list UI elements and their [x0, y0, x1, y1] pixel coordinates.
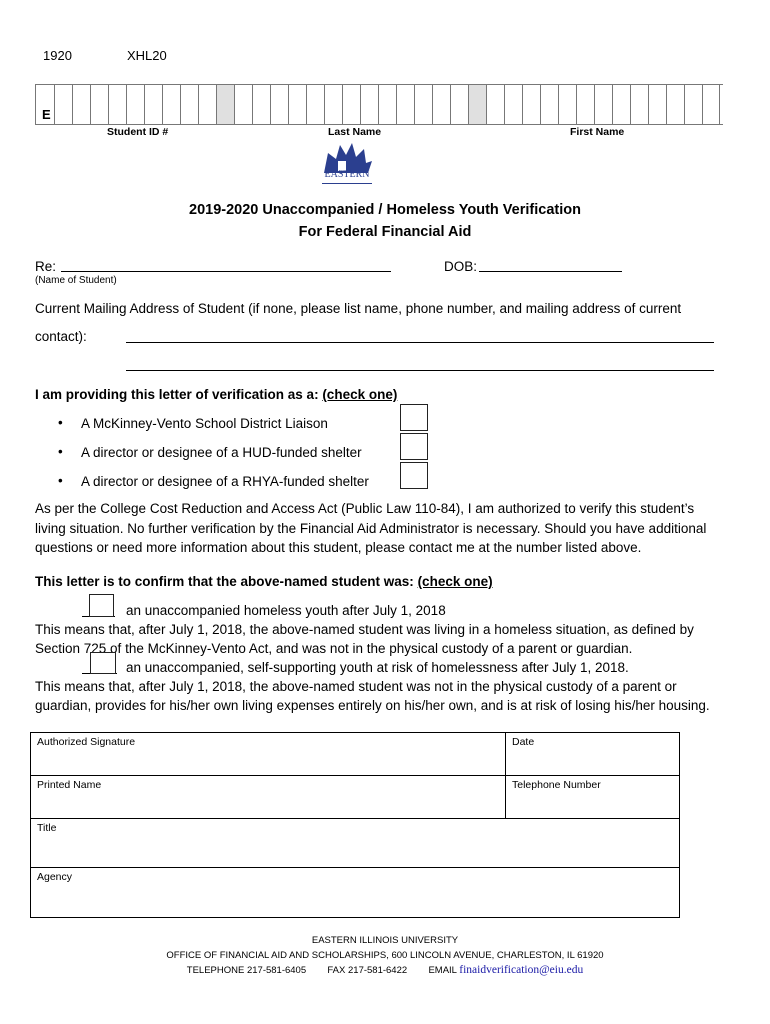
at-risk-explanation-2: guardian, provides for his/her own living expenses entirely on his/her own, and is at risk of losing his/her housing.: [35, 698, 710, 713]
option-homeless-youth: an unaccompanied homeless youth after July 1, 2018: [126, 603, 446, 618]
logo-rule: [322, 183, 372, 184]
form-code-right: XHL20: [127, 48, 167, 63]
id-grid-cell[interactable]: [594, 85, 612, 124]
last-name-label: Last Name: [328, 126, 382, 138]
id-grid-cell[interactable]: [270, 85, 288, 124]
option-rhya-label: A director or designee of a RHYA-funded shelter: [81, 474, 369, 489]
bullet-dot: •: [58, 473, 63, 488]
footer-university: EASTERN ILLINOIS UNIVERSITY: [311, 935, 459, 946]
student-name-field[interactable]: [61, 271, 391, 272]
footer-fax: FAX 217-581-6422: [327, 965, 408, 976]
id-grid-cell[interactable]: [540, 85, 558, 124]
checkbox-hud[interactable]: [400, 433, 428, 460]
checkbox-liaison[interactable]: [400, 404, 428, 431]
id-grid-cell[interactable]: [396, 85, 414, 124]
homeless-explanation-2: Section 725 of the McKinney-Vento Act, and was not in the physical custody of a parent or guardian.: [35, 641, 633, 656]
id-grid-cell[interactable]: [630, 85, 648, 124]
telephone-cell[interactable]: [506, 776, 679, 819]
authorized-signature-label: Authorized Signature: [37, 736, 136, 748]
id-grid-cell[interactable]: [558, 85, 576, 124]
option-hud-label: A director or designee of a HUD-funded shelter: [81, 445, 362, 460]
signature-table: [30, 732, 680, 918]
title-cell[interactable]: [31, 819, 679, 868]
at-risk-explanation-1: This means that, after July 1, 2018, the above-named student was not in the physical custody of a parent or: [35, 679, 677, 694]
homeless-explanation-1: This means that, after July 1, 2018, the above-named student was living in a homeless situation, as defined by: [35, 622, 694, 637]
printed-name-cell[interactable]: [31, 776, 506, 819]
agency-cell[interactable]: [31, 868, 679, 917]
authorization-line-3: questions or need more information about this student, please contact me at the number listed above.: [35, 540, 642, 555]
re-label: Re:: [35, 259, 57, 274]
footer-telephone: TELEPHONE 217-581-6405: [186, 965, 307, 976]
telephone-label: Telephone Number: [512, 779, 601, 791]
address-instruction: Current Mailing Address of Student (if none, please list name, phone number, and mailing address of current: [35, 301, 682, 316]
id-grid-cell[interactable]: [702, 85, 720, 124]
footer-address: OFFICE OF FINANCIAL AID AND SCHOLARSHIPS, 600 LINCOLN AVENUE, CHARLESTON, IL 61920: [166, 950, 604, 961]
id-grid-cell[interactable]: [90, 85, 108, 124]
id-grid-cell[interactable]: [216, 85, 234, 124]
form-code-left: 1920: [43, 48, 72, 63]
id-grid-cell[interactable]: [486, 85, 504, 124]
footer-contact: [0, 964, 770, 976]
id-grid-cell[interactable]: [576, 85, 594, 124]
id-grid-cell[interactable]: [54, 85, 72, 124]
name-caption: (Name of Student): [35, 275, 117, 286]
id-grid-cell[interactable]: [126, 85, 144, 124]
option-liaison-label: A McKinney-Vento School District Liaison: [81, 416, 328, 431]
id-grid-cell[interactable]: [504, 85, 522, 124]
id-grid-cell[interactable]: [612, 85, 630, 124]
logo-text: EASTERN: [324, 169, 370, 180]
confirm-heading: [35, 572, 493, 592]
address-line-2[interactable]: [126, 370, 714, 371]
student-id-label: Student ID #: [107, 126, 169, 138]
id-grid-cell[interactable]: [198, 85, 216, 124]
id-grid-cell[interactable]: [360, 85, 378, 124]
page-title: 2019-2020 Unaccompanied / Homeless Youth Verification: [189, 202, 581, 218]
date-cell[interactable]: [506, 733, 679, 776]
eastern-logo: [318, 139, 376, 191]
id-grid-cell[interactable]: [306, 85, 324, 124]
footer-email-link[interactable]: finaidverification@eiu.edu: [459, 964, 584, 976]
confirm-heading-text: This letter is to confirm that the above-named student was:: [35, 574, 418, 589]
title-label: Title: [37, 822, 57, 834]
id-grid-cell[interactable]: [162, 85, 180, 124]
dob-label: DOB:: [444, 259, 478, 274]
footer-email-label: EMAIL: [428, 965, 457, 976]
bullet-dot: •: [58, 415, 63, 430]
bullet-dot: •: [58, 444, 63, 459]
checkbox-homeless-youth[interactable]: [89, 594, 114, 617]
id-grid-cell[interactable]: [108, 85, 126, 124]
id-grid-cell[interactable]: [648, 85, 666, 124]
address-line-1[interactable]: [126, 342, 714, 343]
providing-heading: [35, 385, 397, 405]
id-grid-cell[interactable]: [180, 85, 198, 124]
id-grid-cell[interactable]: [234, 85, 252, 124]
id-grid-cell[interactable]: [522, 85, 540, 124]
providing-check-one: (check one): [322, 387, 398, 402]
confirm-check-one: (check one): [417, 574, 493, 589]
authorized-signature-cell[interactable]: [31, 733, 506, 776]
id-grid-cell[interactable]: [468, 85, 486, 124]
providing-heading-text: I am providing this letter of verification as a:: [35, 387, 323, 402]
checkbox-rhya[interactable]: [400, 462, 428, 489]
id-grid-cell[interactable]: [288, 85, 306, 124]
checkbox-at-risk[interactable]: [90, 652, 116, 674]
id-grid-cell[interactable]: [252, 85, 270, 124]
first-name-label: First Name: [570, 126, 625, 138]
id-grid-cell[interactable]: [414, 85, 432, 124]
dob-field[interactable]: [479, 271, 622, 272]
date-label: Date: [512, 736, 535, 748]
option-at-risk: an unaccompanied, self-supporting youth at risk of homelessness after July 1, 2018.: [126, 660, 629, 675]
id-grid-cell[interactable]: [342, 85, 360, 124]
id-grid-cell[interactable]: [72, 85, 90, 124]
page-subtitle: For Federal Financial Aid: [298, 224, 472, 240]
id-grid-cell[interactable]: [432, 85, 450, 124]
authorization-line-1: As per the College Cost Reduction and Access Act (Public Law 110-84), I am authorized to verify this student’s: [35, 501, 695, 516]
id-grid-cell[interactable]: [450, 85, 468, 124]
id-grid-cell[interactable]: [684, 85, 702, 124]
printed-name-label: Printed Name: [37, 779, 102, 791]
id-grid-cell[interactable]: [144, 85, 162, 124]
id-grid-cell[interactable]: [666, 85, 684, 124]
contact-label: contact):: [35, 329, 87, 344]
id-prefix: E: [35, 85, 54, 124]
id-grid-cell[interactable]: [378, 85, 396, 124]
id-grid-cell[interactable]: [324, 85, 342, 124]
authorization-line-2: living situation. No further verification by the Financial Aid Administrator is necessary. Should you have additional: [35, 521, 707, 536]
agency-label: Agency: [37, 871, 73, 883]
student-id-name-grid: [35, 84, 723, 125]
